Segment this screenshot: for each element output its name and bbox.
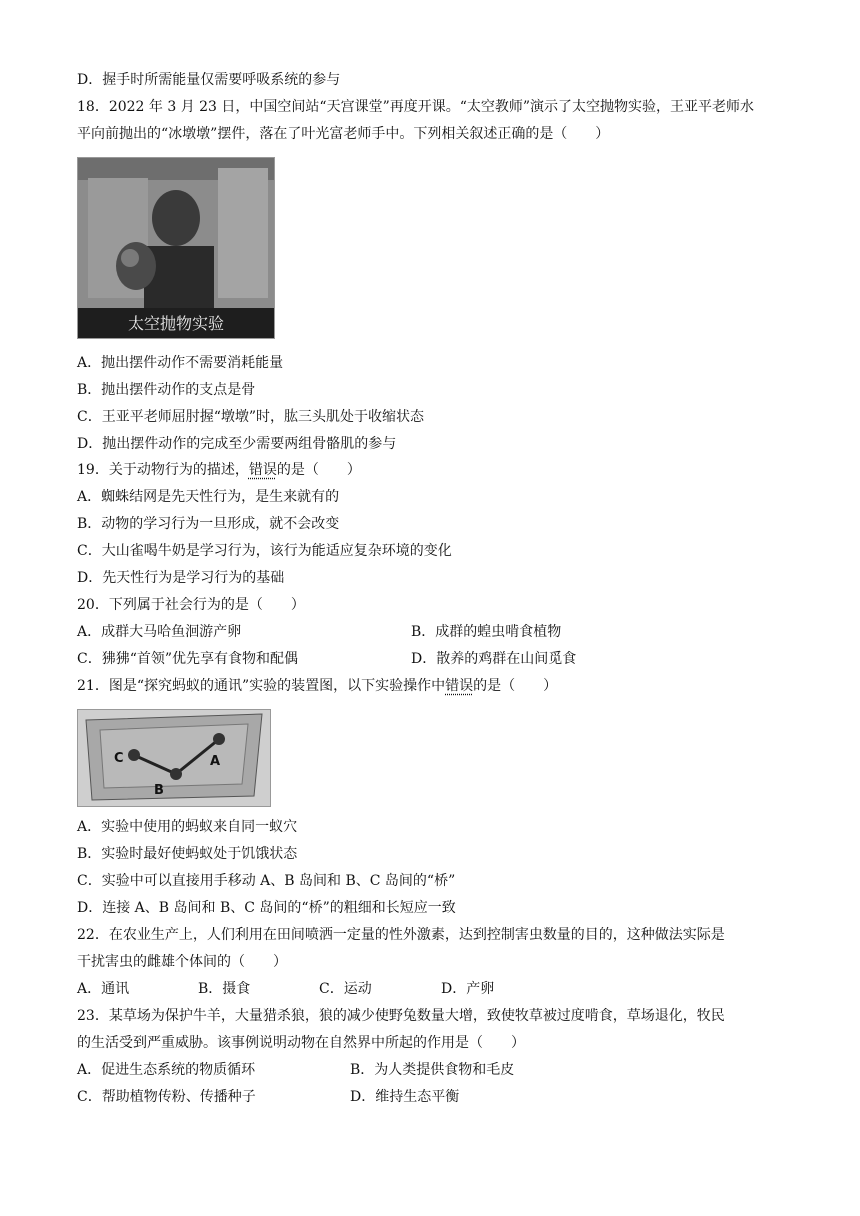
q19-stem [77,460,361,480]
q22-option-d: D．产卵 [441,981,495,997]
q23-option-a: A．促进生态系统的物质循环 [77,1062,256,1078]
q18-option-a: A．抛出摆件动作不需要消耗能量 [77,355,284,371]
q18-stem-line1: 18．2022 年 3 月 23 日，中国空间站“天宫课堂”再度开课。“太空教师”演示了太空抛物实验，王亚平老师水 [77,99,755,115]
island-c-label: C [114,751,124,766]
island-b-label: B [154,783,164,798]
q23-option-b: B．为人类提供食物和毛皮 [350,1062,515,1078]
ant-experiment-apparatus [77,709,271,807]
q19-option-c: C．大山雀喝牛奶是学习行为，该行为能适应复杂环境的变化 [77,543,452,559]
q20-option-a: A．成群大马哈鱼洄游产卵 [77,624,242,640]
q22-stem-line1: 22．在农业生产上，人们利用在田间喷洒一定量的性外激素，达到控制害虫数量的目的，这种做法实际是 [77,927,725,943]
q18-stem-line2: 平向前抛出的“冰墩墩”摆件，落在了叶光富老师手中。下列相关叙述正确的是（ ） [77,126,610,142]
q22-option-a: A．通讯 [77,981,130,997]
q22-stem-line2: 干扰害虫的雌雄个体间的（ ） [77,954,287,970]
q22-option-b: B．摄食 [198,981,251,997]
q20-option-b: B．成群的蝗虫啃食植物 [411,624,562,640]
q19-option-d: D．先天性行为是学习行为的基础 [77,570,285,586]
q18-option-d: D．抛出摆件动作的完成至少需要两组骨骼肌的参与 [77,436,397,452]
q21-option-b: B．实验时最好使蚂蚁处于饥饿状态 [77,846,298,862]
island-a-label: A [210,754,221,769]
q21-option-a: A．实验中使用的蚂蚁来自同一蚁穴 [77,819,298,835]
q17-option-d: D．握手时所需能量仅需要呼吸系统的参与 [77,72,341,88]
q22-option-c: C．运动 [319,981,372,997]
q19-stem-pre: 19．关于动物行为的描述， [77,462,249,478]
space-experiment-photo [77,157,275,339]
q21-stem-pre: 21．图是“探究蚂蚁的通讯”实验的装置图，以下实验操作中 [77,678,446,694]
q23-option-d: D．维持生态平衡 [350,1089,460,1105]
q19-stem-post: 的是（ ） [276,462,361,478]
q19-emphasis: 错误 [248,462,277,478]
q18-option-c: C．王亚平老师屈肘握“墩墩”时，肱三头肌处于收缩状态 [77,409,425,425]
q21-option-d: D．连接 A、B 岛间和 B、C 岛间的“桥”的粗细和长短应一致 [77,900,456,916]
q19-option-b: B．动物的学习行为一旦形成，就不会改变 [77,516,340,532]
q20-option-c: C．狒狒“首领”优先享有食物和配偶 [77,651,299,667]
q18-option-b: B．抛出摆件动作的支点是骨 [77,382,256,398]
ant-apparatus-diagram [78,710,270,806]
q20-stem: 20．下列属于社会行为的是（ ） [77,597,305,613]
q23-stem-line1: 23．某草场为保护牛羊，大量猎杀狼，狼的减少使野兔数量大增，致使牧草被过度啃食，草场退化，牧民 [77,1008,725,1024]
photo-caption: 太空抛物实验 [127,314,224,333]
q23-stem-line2: 的生活受到严重威胁。该事例说明动物在自然界中所起的作用是（ ） [77,1035,525,1051]
q21-emphasis: 错误 [445,678,474,694]
q23-option-c: C．帮助植物传粉、传播种子 [77,1089,256,1105]
q19-option-a: A．蜘蛛结网是先天性行为，是生来就有的 [77,489,340,505]
q21-option-c: C．实验中可以直接用手移动 A、B 岛间和 B、C 岛间的“桥” [77,873,456,889]
q21-stem-post: 的是（ ） [473,678,558,694]
q21-stem [77,676,557,696]
q20-option-d: D．散养的鸡群在山间觅食 [411,651,577,667]
